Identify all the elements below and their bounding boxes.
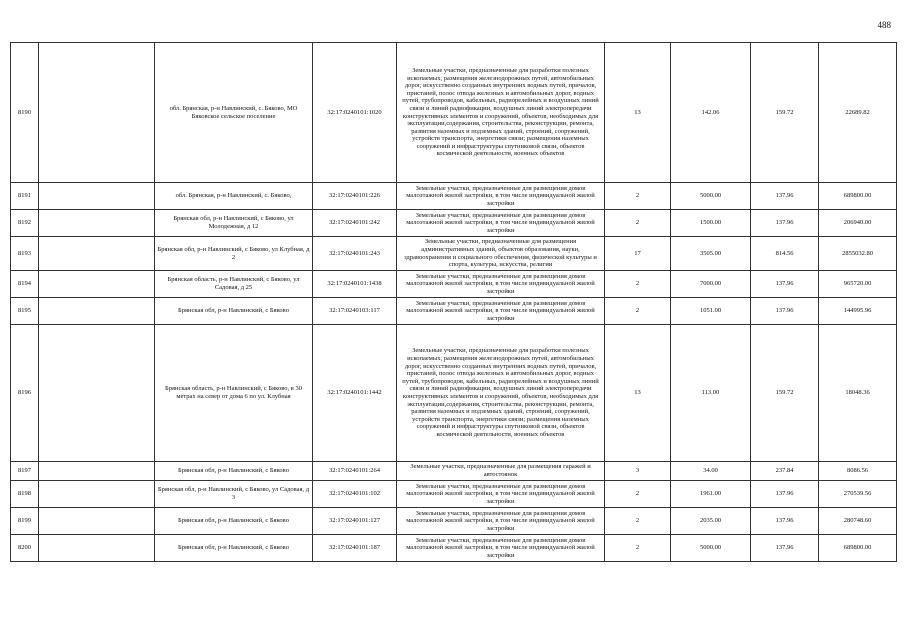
cell-spacer	[39, 508, 155, 535]
cell-area: 142.06	[671, 43, 751, 183]
cell-cadastral-value: 689800.00	[819, 183, 897, 210]
cell-address: Брянская обл, р-н Навлинский, с Бяково	[155, 535, 313, 562]
cell-row-number: 8200	[11, 535, 39, 562]
cell-cadastral-value: 8086.56	[819, 462, 897, 481]
cell-specific-value: 814.56	[751, 237, 819, 271]
cell-specific-value: 137.96	[751, 210, 819, 237]
cell-land-use: Земельные участки, предназначенные для размещения домов малоэтажной жилой застройки, в том числе индивидуальной жилой застройки	[397, 298, 605, 325]
table-row	[11, 481, 897, 508]
cell-cadastral-number: 32:17:0240101:242	[313, 210, 397, 237]
cell-group: 13	[605, 43, 671, 183]
cell-specific-value: 137.96	[751, 183, 819, 210]
table-row	[11, 535, 897, 562]
table-row	[11, 43, 897, 183]
cell-spacer	[39, 210, 155, 237]
cell-address: Брянская обл, р-н Навлинский, с Бяково	[155, 508, 313, 535]
cell-row-number: 8196	[11, 325, 39, 462]
cell-spacer	[39, 325, 155, 462]
cell-spacer	[39, 535, 155, 562]
cell-cadastral-value: 18048.36	[819, 325, 897, 462]
cell-group: 2	[605, 271, 671, 298]
cell-specific-value: 137.96	[751, 481, 819, 508]
page-number: 488	[877, 20, 891, 30]
cell-specific-value: 137.96	[751, 508, 819, 535]
cell-row-number: 8191	[11, 183, 39, 210]
cell-spacer	[39, 481, 155, 508]
cell-spacer	[39, 237, 155, 271]
cell-land-use: Земельные участки, предназначенные для размещения домов малоэтажной жилой застройки, в том числе индивидуальной жилой застройки	[397, 508, 605, 535]
cell-group: 2	[605, 508, 671, 535]
cell-land-use: Земельные участки, предназначенные для размещения домов малоэтажной жилой застройки, в том числе индивидуальной жилой застройки	[397, 183, 605, 210]
table-row	[11, 271, 897, 298]
table-row	[11, 183, 897, 210]
cell-cadastral-value: 22689.82	[819, 43, 897, 183]
cell-row-number: 8192	[11, 210, 39, 237]
table-row	[11, 298, 897, 325]
cell-land-use: Земельные участки, предназначенные для размещения домов малоэтажной жилой застройки, в том числе индивидуальной жилой застройки	[397, 271, 605, 298]
cell-address: Брянская обл, р-н Навлинский, с Бяково	[155, 298, 313, 325]
cell-area: 7000.00	[671, 271, 751, 298]
table-row	[11, 325, 897, 462]
cell-cadastral-number: 32:17:0240101:127	[313, 508, 397, 535]
cell-land-use: Земельные участки, предназначенные для размещения домов малоэтажной жилой застройки, в том числе индивидуальной жилой застройки	[397, 481, 605, 508]
cell-land-use: Земельные участки, предназначенные для разработки полезных ископаемых, размещения железнодорожных путей, автомобильных дорог, искусственно созданных внутренних водных путей, причалов, пристаней, полос отвода железных и автомобильных дорог, водных путей, трубопроводов, кабельных, радиорелейных и воздушных линий связи и линий радиофикации, воздушных линий электропередачи конструктивных элементов и сооружений, объектов, необходимых для эксплуатации,содержания, строительства, реконструкции, ремонта, развития наземных и подземных зданий, строений, сооружений, устройств транспорта, энергетики связи; размещения наземных сооружений и инфраструктуры спутниковой связи, объектов космической деятельности, военных объектов	[397, 325, 605, 462]
cell-row-number: 8197	[11, 462, 39, 481]
cell-group: 2	[605, 481, 671, 508]
cell-cadastral-number: 32:17:0240101:226	[313, 183, 397, 210]
cell-group: 13	[605, 325, 671, 462]
cell-area: 1500.00	[671, 210, 751, 237]
cell-row-number: 8194	[11, 271, 39, 298]
cell-group: 2	[605, 183, 671, 210]
cell-address: Брянская область, р-н Навлинский, с Бяково, в 30 метрах на север от дома 6 по ул. Клубная	[155, 325, 313, 462]
cell-area: 113.00	[671, 325, 751, 462]
cell-specific-value: 237.84	[751, 462, 819, 481]
cell-cadastral-number: 32:17:0240101:102	[313, 481, 397, 508]
cell-group: 17	[605, 237, 671, 271]
cell-area: 1961.00	[671, 481, 751, 508]
cell-land-use: Земельные участки, предназначенные для размещения гаражей и автостоянок	[397, 462, 605, 481]
cell-cadastral-number: 32:17:0240101:264	[313, 462, 397, 481]
cell-spacer	[39, 298, 155, 325]
cell-area: 2035.00	[671, 508, 751, 535]
cell-cadastral-value: 965720.00	[819, 271, 897, 298]
cell-cadastral-value: 689800.00	[819, 535, 897, 562]
table-row	[11, 210, 897, 237]
cell-land-use: Земельные участки, предназначенные для размещения административных зданий, объектов образования, науки, здравоохранения и социального обеспечения, физической культуры и спорта, культуры, искусства, религии	[397, 237, 605, 271]
cell-area: 5000.00	[671, 535, 751, 562]
cell-row-number: 8195	[11, 298, 39, 325]
cell-group: 2	[605, 535, 671, 562]
cell-specific-value: 137.96	[751, 298, 819, 325]
table-row	[11, 462, 897, 481]
cell-area: 5000.00	[671, 183, 751, 210]
table-body	[11, 43, 897, 562]
cell-address: обл. Брянская, р-н Навлинский, с. Бяково,	[155, 183, 313, 210]
cell-cadastral-number: 32:17:0240103:117	[313, 298, 397, 325]
cell-cadastral-value: 2855032.80	[819, 237, 897, 271]
cell-group: 2	[605, 210, 671, 237]
cell-cadastral-value: 144995.96	[819, 298, 897, 325]
cell-address: Брянская обл, р-н Навлинский, с Бяково, ул Садовая, д 3	[155, 481, 313, 508]
cell-specific-value: 159.72	[751, 325, 819, 462]
cell-address: Брянская обл, р-н Навлинский, с Бяково, ул Молодежная, д 12	[155, 210, 313, 237]
cell-cadastral-value: 206940.00	[819, 210, 897, 237]
cell-address: обл. Брянская, р-н Навлинский, с. Бяково, МО Бяковское сельское поселение	[155, 43, 313, 183]
cell-row-number: 8199	[11, 508, 39, 535]
cell-spacer	[39, 271, 155, 298]
cell-cadastral-number: 32:17:0240101:1438	[313, 271, 397, 298]
cell-row-number: 8198	[11, 481, 39, 508]
cell-row-number: 8193	[11, 237, 39, 271]
cell-cadastral-number: 32:17:0240101:243	[313, 237, 397, 271]
cell-land-use: Земельные участки, предназначенные для размещения домов малоэтажной жилой застройки, в том числе индивидуальной жилой застройки	[397, 535, 605, 562]
cell-specific-value: 137.96	[751, 535, 819, 562]
cell-address: Брянская обл, р-н Навлинский, с Бяково, ул Клубная, д 2	[155, 237, 313, 271]
cell-cadastral-value: 280748.60	[819, 508, 897, 535]
cell-address: Брянская область, р-н Навлинский, с Бяково, ул Садовая, д 25	[155, 271, 313, 298]
cell-group: 3	[605, 462, 671, 481]
table-row	[11, 508, 897, 535]
cell-area: 34.00	[671, 462, 751, 481]
table-row	[11, 237, 897, 271]
cell-cadastral-number: 32:17:0240101:1442	[313, 325, 397, 462]
cadastral-value-table	[10, 42, 897, 562]
cell-specific-value: 159.72	[751, 43, 819, 183]
cell-land-use: Земельные участки, предназначенные для разработки полезных ископаемых, размещения железнодорожных путей, автомобильных дорог, искусственно созданных внутренних водных путей, причалов, пристаней, полос отвода железных и автомобильных дорог, водных путей, трубопроводов, кабельных, радиорелейных и воздушных линий связи и линий радиофикации, воздушных линий электропередачи конструктивных элементов и сооружений, объектов, необходимых для эксплуатации,содержания, строительства, реконструкции, ремонта, развития наземных и подземных зданий, строений, сооружений, устройств транспорта, энергетики связи; размещения наземных сооружений и инфраструктуры спутниковой связи, объектов космической деятельности, военных объектов	[397, 43, 605, 183]
cell-cadastral-number: 32:17:0240101:187	[313, 535, 397, 562]
cell-area: 1051.00	[671, 298, 751, 325]
cell-land-use: Земельные участки, предназначенные для размещения домов малоэтажной жилой застройки, в том числе индивидуальной жилой застройки	[397, 210, 605, 237]
cell-cadastral-number: 32:17:0240101:1020	[313, 43, 397, 183]
cell-specific-value: 137.96	[751, 271, 819, 298]
cell-row-number: 8190	[11, 43, 39, 183]
cell-spacer	[39, 462, 155, 481]
cell-spacer	[39, 183, 155, 210]
cell-address: Брянская обл, р-н Навлинский, с Бяково	[155, 462, 313, 481]
cell-spacer	[39, 43, 155, 183]
cell-area: 3505.00	[671, 237, 751, 271]
cell-group: 2	[605, 298, 671, 325]
cell-cadastral-value: 270539.56	[819, 481, 897, 508]
